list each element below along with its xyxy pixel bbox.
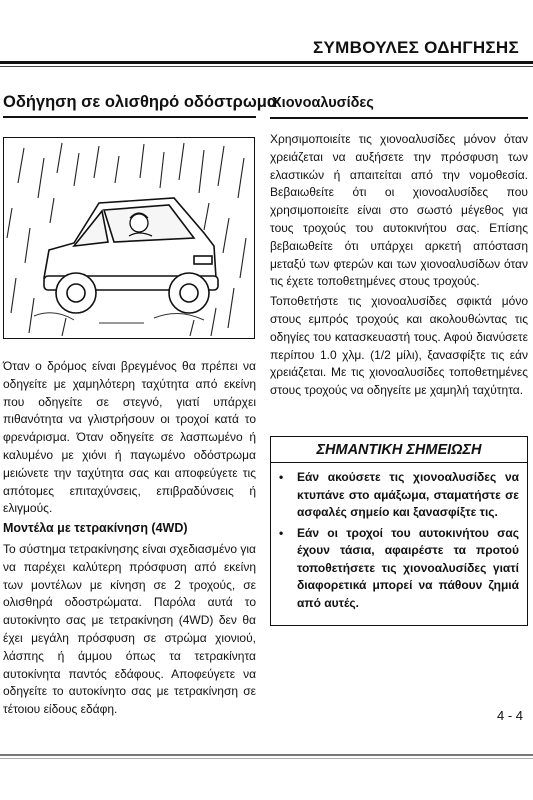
list-item [279,469,519,522]
slippery-road-paragraph: Όταν ο δρόμος είναι βρεγμένος θα πρέπει να οδηγείτε με χαμηλότερη ταχύτητα από εκείνη που οδηγείτε σε στεγνό, γιατί υπάρχει πιθανότητα να γλιστρήσουν οι τροχοί κατά το φρενάρισμα. Όταν οδηγείτε σε λασπωμένο ή καλυμένο με χιόνι ή παγωμένο οδόστρωμα μειώνετε την ταχύτητα σας και αποφεύγετε τις απότομες επιταχύνσεις, επιβραδύνσεις ή ελιγμούς. [3,359,256,516]
slippery-road-title: Οδήγηση σε ολισθηρό οδόστρωμα [3,93,256,118]
note-item-text: Εάν ακούσετε τις χιονοαλυσίδες να κτυπάνε στο αμάξωμα, σταματήστε σε ασφαλές σημείο και ξανασφίξτε τις. [297,470,519,519]
important-note-list [271,469,527,612]
left-column [3,93,278,717]
four-wheel-drive-paragraph: Το σύστημα τετρακίνησης είναι σχεδιασμένο για να παρέχει καλύτερη πρόσφυση από εκείνη των μοντέλων με κίνηση σε 2 τροχούς, σε ολισθηρά οδοστρώματα. Παρόλα αυτά το αυτοκίνητο σας με τετρακίνηση (4WD) δεν θα έχει μεγάλη πρόσφυση σε στρώμα χιονιού, λάσπης ή άμμου όπως τα τετρακίνητα αυτοκίνητα παντός εδάφους. Αποφεύγετε να οδηγείτε το αυτοκίνητο σας με τετρακίνηση σε τέτοιου είδους εδάφη. [3,542,256,717]
header-rule-thin [0,66,533,67]
right-column [270,93,528,400]
note-item-text: Εάν οι τροχοί του αυτοκινήτου σας έχουν τάσια, αφαιρέστε τα προτού τοποθετήσετε τις χιονοαλυσίδες γιατί διαφορετικά μπορεί να πάθουν ζημιά από αυτές. [297,525,519,610]
snow-chains-paragraph-1: Χρησιμοποιείτε τις χιονοαλυσίδες μόνον όταν χρειάζεται να αυξήσετε την πρόσφυση των ελαστικών ή απαιτείται από την νομοθεσία. Βεβαιωθείτε ότι οι χιονοαλυσίδες που χρησιμοποιείτε είναι στο σωστό μέγεθος για τους τροχούς του αυτοκινήτου σας. Επίσης βεβαιωθείτε ότι υπάρχει αρκετή απόσταση μεταξύ των φτερών και των χιονοαλυσίδων όταν τις έχετε τοποθετημένες στους τροχούς. [270,132,528,289]
snow-chains-title: Χιονοαλυσίδες [270,93,528,119]
list-item [279,525,519,613]
snow-chains-paragraph-2: Τοποθετήστε τις χιονοαλυσίδες σφικτά μόνο στους εμπρός τροχούς και ακολουθώντας τις οδηγίες του κατασκευαστή τους. Αφού διανύσετε περίπου 1.0 χλμ. (1/2 μίλι), ξανασφίξτε τις εάν χρειάζεται. Με τις χιονοαλυσίδες τοποθετημένες στους τροχούς να οδηγείτε με χαμηλή ταχύτητα. [270,294,528,398]
car-in-rain-illustration [3,137,255,339]
important-note-title: ΣΗΜΑΝΤΙΚΗ ΣΗΜΕΙΩΣΗ [271,437,527,463]
important-note-box [270,436,528,626]
four-wheel-drive-subtitle: Μοντέλα με τετρακίνηση (4WD) [3,521,188,535]
page-number: 4 - 4 [496,708,523,723]
footer-rule [0,754,533,756]
bullet-icon: • [279,470,284,484]
bullet-icon: • [279,525,284,540]
footer-rule-thin [0,758,533,759]
header-rule [0,61,533,64]
section-header-title: ΣΥΜΒΟΥΛΕΣ ΟΔΗΓΗΣΗΣ [313,38,519,57]
